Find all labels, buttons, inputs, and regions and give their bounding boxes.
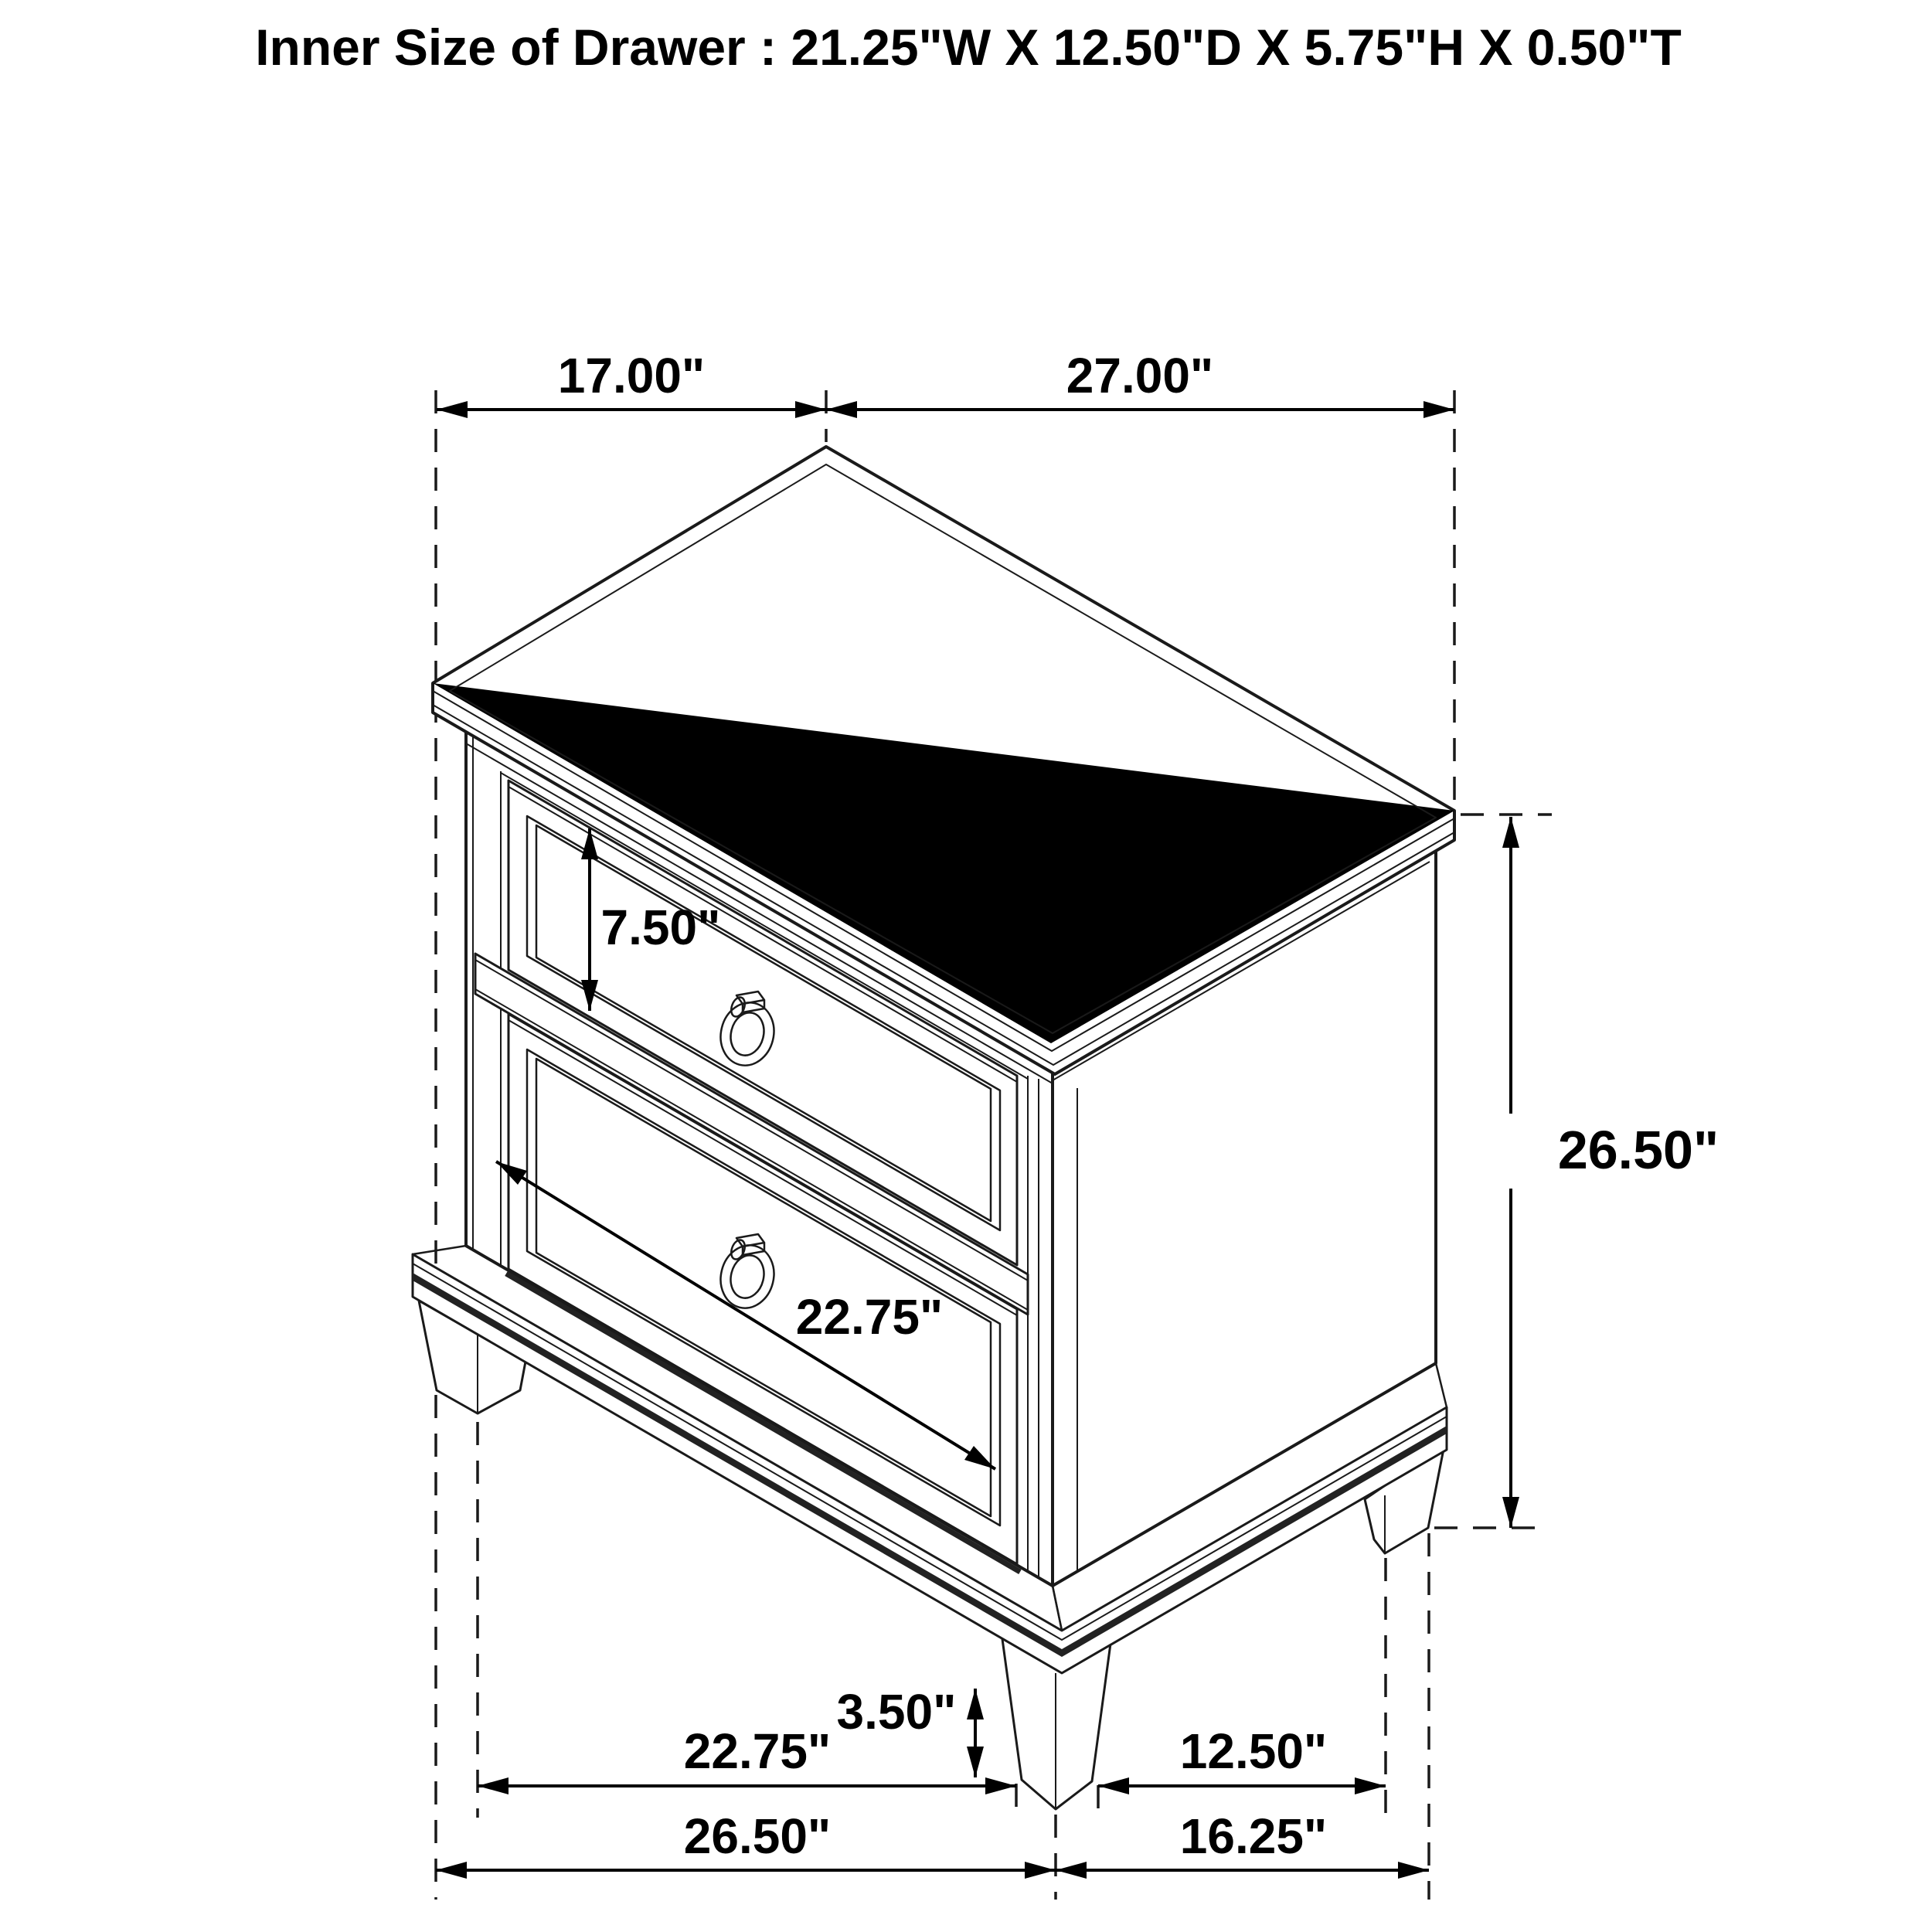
dim-label-floor-front-width: 26.50" [683,1808,832,1864]
dim-label-top-width: 27.00" [1066,348,1214,403]
dim-label-base-side-depth: 12.50" [1179,1723,1328,1779]
dim-label-drawer-front-height: 7.50" [600,900,721,955]
dim-label-floor-side-depth: 16.25" [1179,1808,1328,1864]
dim-label-overall-height: 26.50" [1557,1120,1719,1180]
dim-label-leg-height: 3.50" [836,1684,957,1740]
dim-label-drawer-front-width: 22.75" [795,1289,944,1345]
dim-label-top-depth: 17.00" [557,348,706,403]
page-title: Inner Size of Drawer : 21.25"W X 12.50"D X 5.75"H X 0.50"T [255,19,1682,76]
dim-label-base-front-width: 22.75" [683,1723,832,1779]
